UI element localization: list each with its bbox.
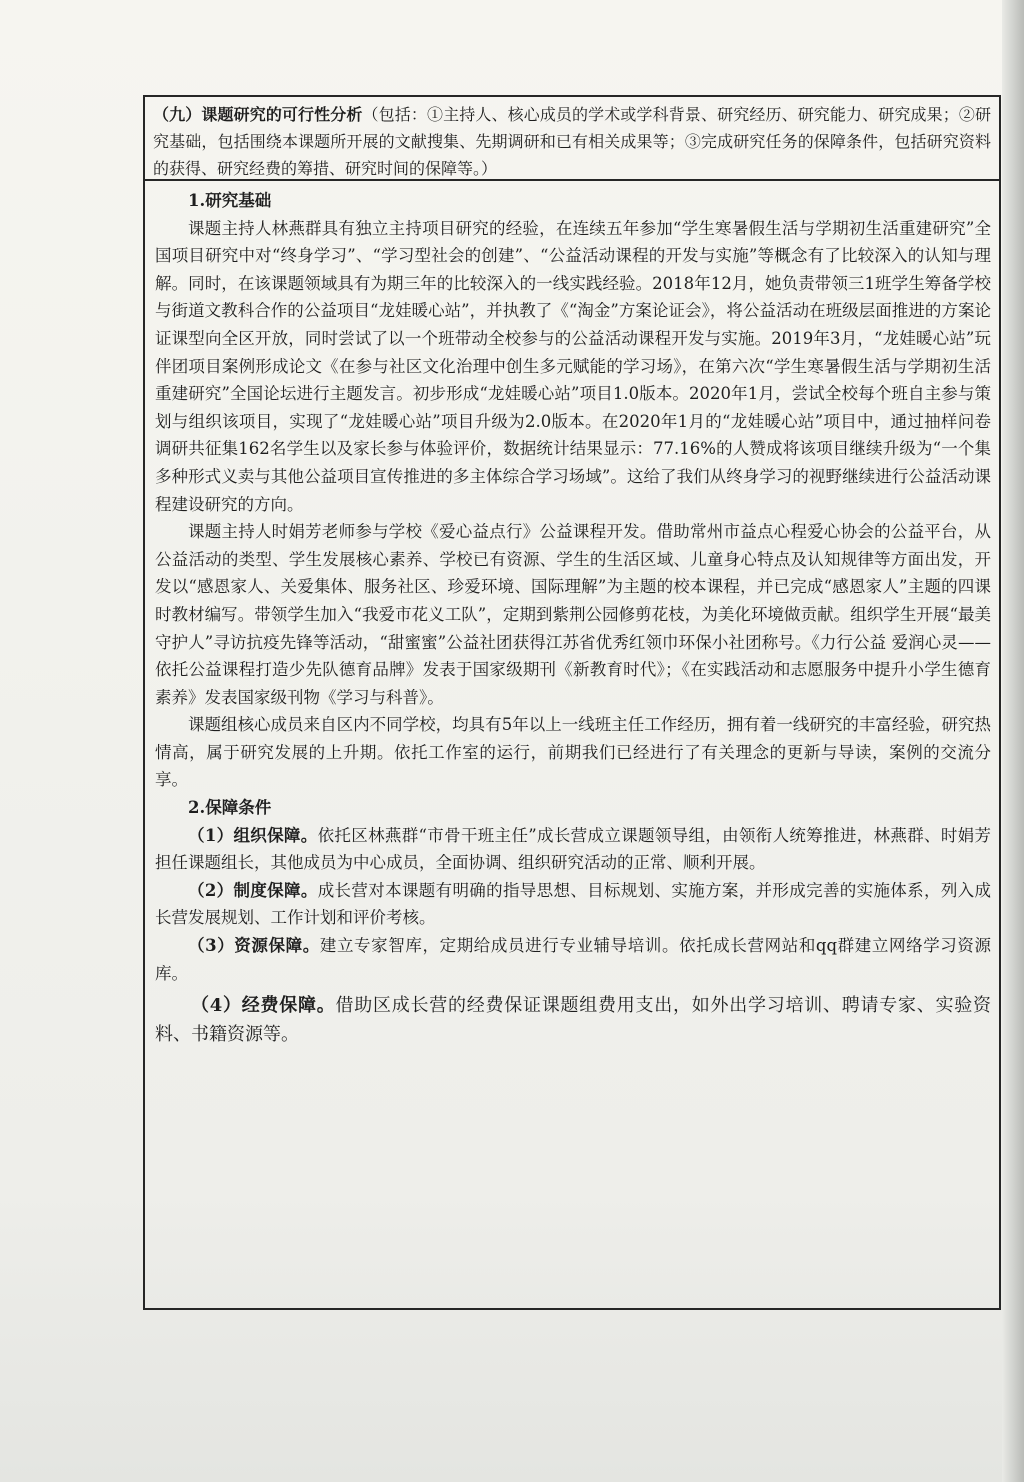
page-edge-shadow	[1002, 0, 1024, 1482]
guarantee-label: （3）资源保障。	[188, 936, 320, 956]
section-title: （九）课题研究的可行性分析	[153, 105, 363, 124]
part1-heading: 1.研究基础	[188, 191, 272, 210]
guarantee-text: 建立专家智库，定期给成员进行专业辅导培训。依托成长营网站和qq群建立网络学习资源库。	[155, 936, 992, 983]
paragraph-research-basis-3: 课题组核心成员来自区内不同学校，均具有5年以上一线班主任工作经历，拥有着一线研究的丰富经验，研究热情高，属于研究发展的上升期。依托工作室的运行，前期我们已经进行了有关理念的更新与导读，案例的交流分享。	[155, 715, 991, 790]
section-note: （包括：①主持人、核心成员的学术或学科背景、研究经历、研究能力、研究成果；②研究基础，包括围绕本课题所开展的文献搜集、先期调研和已有相关成果等；③完成研究任务的保障条件，包括研究资料的获得、研究经费的筹措、研究时间的保障等。）	[153, 105, 991, 178]
guarantee-label: （2）制度保障。	[188, 880, 318, 900]
part2-heading: 2.保障条件	[188, 798, 272, 818]
guarantee-text: 借助区成长营的经费保证课题组费用支出，如外出学习培训、聘请专家、实验资料、书籍资源等。	[155, 995, 992, 1046]
paragraph-research-basis-1: 课题主持人林燕群具有独立主持项目研究的经验，在连续五年参加“学生寒暑假生活与学期初生活重建研究”全国项目研究中对“终身学习”、“学习型社会的创建”、“公益活动课程的开发与实施”等概念有了比较深入的认知与理解。同时，在该课题领域具有为期三年的比较深入的一线实践经验。2018年12月，她负责带领三1班学生筹备学校与街道文教科合作的公益项目“龙娃暖心站”，并执教了《“淘金”方案论证会》，将公益活动在班级层面推进的方案论证课型向全区开放，同时尝试了以一个班带动全校参与的公益活动课程开发与实施。2019年3月，“龙娃暖心站”玩伴团项目案例形成论文《在参与社区文化治理中创生多元赋能的学习场》，在第六次“学生寒暑假生活与学期初生活重建研究”全国论坛进行主题发言。初步形成“龙娃暖心站”项目1.0版本。2020年1月，尝试全校每个班自主参与策划与组织该项目，实现了“龙娃暖心站”项目升级为2.0版本。在2020年1月的“龙娃暖心站”项目中，通过抽样问卷调研共征集162名学生以及家长参与体验评价，数据统计结果显示：77.16%的人赞成将该项目继续升级为“一个集多种形式义卖与其他公益项目宣传推进的多主体综合学习场域”。这给了我们从终身学习的视野继续进行公益活动课程建设研究的方向。	[155, 218, 991, 514]
guarantee-label: （4）经费保障。	[191, 995, 336, 1017]
guarantee-item-resources	[155, 932, 991, 987]
guarantee-item-system	[155, 877, 991, 932]
guarantee-text: 成长营对本课题有明确的指导思想、目标规划、实施方案，并形成完善的实施体系，列入成长营发展规划、工作计划和评价考核。	[155, 880, 992, 928]
guarantee-label: （1）组织保障。	[188, 825, 318, 845]
form-table	[143, 95, 1001, 1310]
section-header	[145, 97, 999, 181]
guarantee-item-organization	[155, 822, 991, 877]
section-body	[145, 187, 999, 1049]
guarantee-item-funding	[155, 991, 991, 1049]
paragraph-research-basis-2: 课题主持人时娟芳老师参与学校《爱心益点行》公益课程开发。借助常州市益点心程爱心协会的公益平台，从公益活动的类型、学生发展核心素养、学校已有资源、学生的生活区域、儿童身心特点及认知规律等方面出发，开发以“感恩家人、关爱集体、服务社区、珍爱环境、国际理解”为主题的校本课程，并已完成“感恩家人”主题的四课时教材编写。带领学生加入“我爱市花义工队”，定期到紫荆公园修剪花枝，为美化环境做贡献。组织学生开展“最美守护人”寻访抗疫先锋等活动，“甜蜜蜜”公益社团获得江苏省优秀红领巾环保小社团称号。《力行公益 爱润心灵——依托公益课程打造少先队德育品牌》发表于国家级期刊《新教育时代》；《在实践活动和志愿服务中提升小学生德育素养》发表国家级刊物《学习与科普》。	[155, 522, 991, 707]
guarantee-text: 依托区林燕群“市骨干班主任”成长营成立课题领导组，由领衔人统筹推进，林燕群、时娟芳担任课题组长，其他成员为中心成员，全面协调、组织研究活动的正常、顺利开展。	[155, 825, 991, 873]
